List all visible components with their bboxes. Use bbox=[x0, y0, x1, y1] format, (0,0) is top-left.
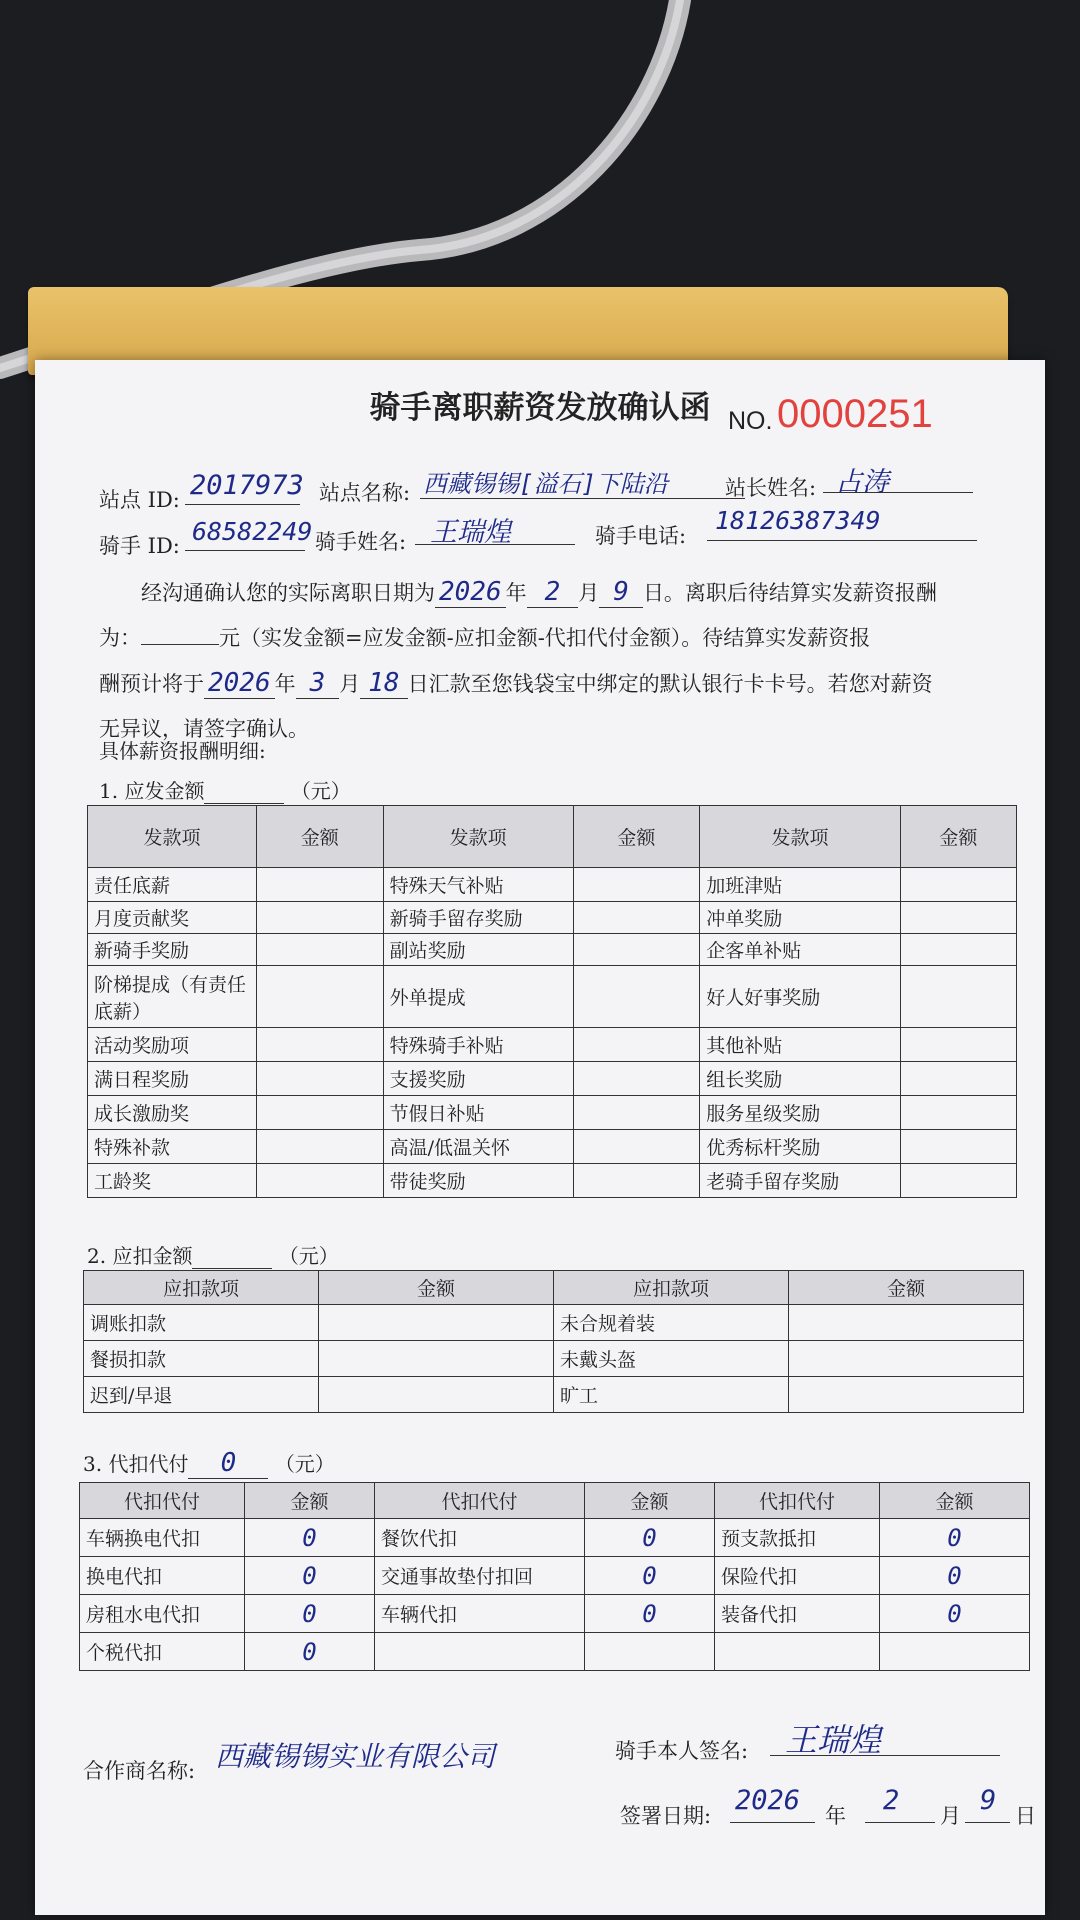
deduction-header-2: 应扣款项 bbox=[554, 1271, 789, 1305]
income-item: 冲单奖励 bbox=[700, 902, 901, 934]
income-amount-cell bbox=[256, 1096, 383, 1130]
station-manager-value: 占涛 bbox=[835, 467, 889, 498]
section3-total: 0 bbox=[188, 1448, 268, 1479]
pay-day: 18 bbox=[360, 668, 407, 699]
income-row bbox=[88, 1130, 1017, 1164]
deduction-item: 调账扣款 bbox=[84, 1305, 319, 1341]
income-item: 特殊补款 bbox=[88, 1130, 257, 1164]
sign-date-label: 签署日期: bbox=[620, 1804, 712, 1828]
rider-id-line bbox=[185, 550, 305, 551]
partner-signature: 西藏锡锡实业有限公司 bbox=[215, 1740, 496, 1773]
rider-phone-line bbox=[707, 540, 977, 541]
withholding-amount-cell bbox=[245, 1595, 375, 1633]
paragraph-line-4: 无异议，请签字确认。 bbox=[99, 717, 309, 741]
withholding-header-1: 金额 bbox=[245, 1483, 375, 1519]
income-amount-cell bbox=[900, 1130, 1016, 1164]
withholding-amount: 0 bbox=[642, 1561, 657, 1590]
withholding-amount-cell bbox=[585, 1519, 715, 1557]
income-header-2: 发款项 bbox=[383, 806, 573, 868]
income-row bbox=[88, 966, 1017, 1028]
rider-id-label: 骑手 ID: bbox=[99, 534, 180, 558]
station-name-line bbox=[420, 498, 745, 499]
sign-month: 2 bbox=[883, 1785, 900, 1816]
income-item: 责任底薪 bbox=[88, 868, 257, 902]
income-amount-cell bbox=[256, 934, 383, 966]
withholding-row bbox=[80, 1557, 1030, 1595]
withholding-header-2: 代扣代付 bbox=[375, 1483, 585, 1519]
income-amount-cell bbox=[573, 1130, 700, 1164]
income-row bbox=[88, 1062, 1017, 1096]
rider-id-value: 68582249 bbox=[192, 517, 313, 546]
income-amount-cell bbox=[573, 1096, 700, 1130]
section2-label: 2. 应扣金额 （元） bbox=[87, 1244, 339, 1268]
document-page bbox=[35, 360, 1045, 1915]
income-amount-cell bbox=[256, 966, 383, 1028]
income-amount-cell bbox=[256, 1028, 383, 1062]
withholding-header-5: 金额 bbox=[880, 1483, 1030, 1519]
income-table bbox=[87, 805, 1017, 1198]
rider-name-value: 王瑞煌 bbox=[430, 517, 511, 548]
income-amount-cell bbox=[900, 1062, 1016, 1096]
deduction-item: 旷工 bbox=[554, 1377, 789, 1413]
withholding-item: 保险代扣 bbox=[715, 1557, 880, 1595]
deduction-header-3: 金额 bbox=[789, 1271, 1024, 1305]
income-amount-cell bbox=[900, 966, 1016, 1028]
deduction-amount-cell bbox=[789, 1377, 1024, 1413]
rider-signature: 王瑞煌 bbox=[785, 1721, 882, 1759]
income-item: 成长激励奖 bbox=[88, 1096, 257, 1130]
sign-month-line bbox=[865, 1822, 935, 1823]
pay-month: 3 bbox=[296, 668, 340, 699]
withholding-amount-cell bbox=[585, 1633, 715, 1671]
withholding-header-3: 金额 bbox=[585, 1483, 715, 1519]
income-amount-cell bbox=[900, 1164, 1016, 1198]
rider-name-line bbox=[415, 544, 575, 545]
income-item: 组长奖励 bbox=[700, 1062, 901, 1096]
income-amount-cell bbox=[573, 934, 700, 966]
withholding-amount: 0 bbox=[302, 1561, 317, 1590]
station-id-value: 2017973 bbox=[190, 470, 304, 501]
leave-year: 2026 bbox=[435, 577, 506, 608]
withholding-item: 房租水电代扣 bbox=[80, 1595, 245, 1633]
withholding-item: 装备代扣 bbox=[715, 1595, 880, 1633]
income-amount-cell bbox=[573, 1028, 700, 1062]
deduction-amount-cell bbox=[319, 1377, 554, 1413]
income-amount-cell bbox=[256, 1062, 383, 1096]
withholding-amount-cell bbox=[245, 1519, 375, 1557]
income-header-4: 发款项 bbox=[700, 806, 901, 868]
pay-year: 2026 bbox=[204, 668, 275, 699]
sign-day-unit: 日 bbox=[1015, 1804, 1036, 1828]
withholding-item: 交通事故垫付扣回 bbox=[375, 1557, 585, 1595]
income-item: 特殊天气补贴 bbox=[383, 868, 573, 902]
income-row bbox=[88, 868, 1017, 902]
withholding-amount: 0 bbox=[302, 1637, 317, 1666]
income-row bbox=[88, 902, 1017, 934]
paragraph-line-2: 为： 元（实发金额=应发金额-应扣金额-代扣代付金额）。待结算实发薪资报 bbox=[99, 626, 871, 650]
withholding-amount: 0 bbox=[302, 1523, 317, 1552]
deduction-table bbox=[83, 1270, 1024, 1413]
income-item: 其他补贴 bbox=[700, 1028, 901, 1062]
sign-month-unit: 月 bbox=[940, 1804, 961, 1828]
withholding-item: 餐饮代扣 bbox=[375, 1519, 585, 1557]
income-amount-cell bbox=[573, 868, 700, 902]
deduction-item: 餐损扣款 bbox=[84, 1341, 319, 1377]
withholding-amount: 0 bbox=[947, 1523, 962, 1552]
deduction-row bbox=[84, 1377, 1024, 1413]
sign-year: 2026 bbox=[735, 1785, 801, 1816]
withholding-item: 预支款抵扣 bbox=[715, 1519, 880, 1557]
income-item: 老骑手留存奖励 bbox=[700, 1164, 901, 1198]
deduction-row bbox=[84, 1305, 1024, 1341]
withholding-header-4: 代扣代付 bbox=[715, 1483, 880, 1519]
withholding-amount-cell bbox=[880, 1633, 1030, 1671]
sign-year-line bbox=[730, 1822, 815, 1823]
withholding-item bbox=[375, 1633, 585, 1671]
section2-total-blank bbox=[192, 1244, 272, 1269]
income-item: 节假日补贴 bbox=[383, 1096, 573, 1130]
withholding-amount-cell bbox=[245, 1633, 375, 1671]
sign-year-unit: 年 bbox=[825, 1804, 846, 1828]
withholding-item: 个税代扣 bbox=[80, 1633, 245, 1671]
withholding-amount-cell bbox=[880, 1557, 1030, 1595]
income-item: 新骑手奖励 bbox=[88, 934, 257, 966]
deduction-amount-cell bbox=[789, 1341, 1024, 1377]
withholding-amount-cell bbox=[585, 1595, 715, 1633]
deduction-row bbox=[84, 1341, 1024, 1377]
rider-name-label: 骑手姓名: bbox=[315, 530, 407, 554]
withholding-item: 车辆代扣 bbox=[375, 1595, 585, 1633]
partner-label: 合作商名称: bbox=[83, 1759, 196, 1783]
rider-sign-line bbox=[770, 1755, 1000, 1756]
income-row bbox=[88, 934, 1017, 966]
withholding-amount-cell bbox=[880, 1595, 1030, 1633]
income-item: 月度贡献奖 bbox=[88, 902, 257, 934]
section1-label: 1. 应发金额 （元） bbox=[99, 779, 351, 803]
income-amount-cell bbox=[573, 902, 700, 934]
deduction-item: 迟到/早退 bbox=[84, 1377, 319, 1413]
income-amount-cell bbox=[900, 1096, 1016, 1130]
section3-label: 3. 代扣代付 0 （元） bbox=[83, 1448, 335, 1478]
withholding-amount-cell bbox=[585, 1557, 715, 1595]
income-item: 高温/低温关怀 bbox=[383, 1130, 573, 1164]
income-item: 支援奖励 bbox=[383, 1062, 573, 1096]
income-item: 外单提成 bbox=[383, 966, 573, 1028]
income-amount-cell bbox=[256, 902, 383, 934]
deduction-item: 未戴头盔 bbox=[554, 1341, 789, 1377]
sign-day-line bbox=[965, 1822, 1010, 1823]
withholding-row bbox=[80, 1595, 1030, 1633]
income-item: 服务星级奖励 bbox=[700, 1096, 901, 1130]
income-header-5: 金额 bbox=[900, 806, 1016, 868]
net-amount-blank bbox=[141, 644, 219, 645]
income-item: 特殊骑手补贴 bbox=[383, 1028, 573, 1062]
withholding-amount: 0 bbox=[947, 1599, 962, 1628]
income-item: 工龄奖 bbox=[88, 1164, 257, 1198]
deduction-item: 未合规着装 bbox=[554, 1305, 789, 1341]
income-amount-cell bbox=[256, 1130, 383, 1164]
confirmation-paragraph bbox=[99, 570, 999, 752]
withholding-table bbox=[79, 1482, 1030, 1671]
rider-phone-label: 骑手电话: bbox=[595, 524, 687, 548]
income-item: 阶梯提成（有责任底薪） bbox=[88, 966, 257, 1028]
income-row bbox=[88, 1096, 1017, 1130]
income-item: 带徒奖励 bbox=[383, 1164, 573, 1198]
income-row bbox=[88, 1028, 1017, 1062]
withholding-item: 换电代扣 bbox=[80, 1557, 245, 1595]
income-amount-cell bbox=[573, 1164, 700, 1198]
deduction-header-0: 应扣款项 bbox=[84, 1271, 319, 1305]
section1-total-blank bbox=[204, 779, 284, 804]
deduction-amount-cell bbox=[789, 1305, 1024, 1341]
leave-month: 2 bbox=[527, 577, 579, 608]
income-item: 新骑手留存奖励 bbox=[383, 902, 573, 934]
income-row bbox=[88, 1164, 1017, 1198]
income-item: 活动奖励项 bbox=[88, 1028, 257, 1062]
income-amount-cell bbox=[573, 1062, 700, 1096]
income-header-0: 发款项 bbox=[88, 806, 257, 868]
withholding-item bbox=[715, 1633, 880, 1671]
income-amount-cell bbox=[900, 868, 1016, 902]
station-name-value: 西藏锡锡[溢石]下陆沿 bbox=[423, 470, 668, 498]
income-amount-cell bbox=[256, 868, 383, 902]
withholding-amount: 0 bbox=[642, 1599, 657, 1628]
income-header-3: 金额 bbox=[573, 806, 700, 868]
station-id-line bbox=[185, 504, 300, 505]
leave-day: 9 bbox=[599, 577, 643, 608]
withholding-amount-cell bbox=[245, 1557, 375, 1595]
rider-phone-value: 18126387349 bbox=[715, 506, 881, 535]
station-manager-label: 站长姓名: bbox=[725, 476, 817, 500]
withholding-header-0: 代扣代付 bbox=[80, 1483, 245, 1519]
income-amount-cell bbox=[900, 1028, 1016, 1062]
income-item: 企客单补贴 bbox=[700, 934, 901, 966]
deduction-header-1: 金额 bbox=[319, 1271, 554, 1305]
station-id-label: 站点 ID: bbox=[99, 488, 180, 512]
station-name-label: 站点名称: bbox=[319, 481, 411, 505]
withholding-amount: 0 bbox=[302, 1599, 317, 1628]
income-item: 加班津贴 bbox=[700, 868, 901, 902]
withholding-amount-cell bbox=[880, 1519, 1030, 1557]
serial-number: 0000251 bbox=[777, 392, 933, 436]
station-manager-line bbox=[823, 492, 973, 493]
income-amount-cell bbox=[900, 934, 1016, 966]
withholding-item: 车辆换电代扣 bbox=[80, 1519, 245, 1557]
income-item: 满日程奖励 bbox=[88, 1062, 257, 1096]
detail-heading: 具体薪资报酬明细: bbox=[99, 739, 266, 763]
rider-sign-label: 骑手本人签名: bbox=[615, 1739, 749, 1763]
income-amount-cell bbox=[900, 902, 1016, 934]
withholding-row bbox=[80, 1633, 1030, 1671]
document-title: 骑手离职薪资发放确认函 bbox=[369, 390, 711, 426]
income-item: 优秀标杆奖励 bbox=[700, 1130, 901, 1164]
paragraph-line-3: 酬预计将于 2026 年 3 月 18 日汇款至您钱袋宝中绑定的默认银行卡卡号。若您对薪资 bbox=[99, 668, 933, 698]
sign-day: 9 bbox=[980, 1785, 997, 1816]
income-amount-cell bbox=[573, 966, 700, 1028]
withholding-amount: 0 bbox=[947, 1561, 962, 1590]
income-header-1: 金额 bbox=[256, 806, 383, 868]
withholding-row bbox=[80, 1519, 1030, 1557]
paragraph-line-1: 经沟通确认您的实际离职日期为 2026 年 2 月 9 日。离职后待结算实发薪资报酬 bbox=[141, 577, 937, 607]
income-item: 副站奖励 bbox=[383, 934, 573, 966]
income-item: 好人好事奖励 bbox=[700, 966, 901, 1028]
deduction-amount-cell bbox=[319, 1305, 554, 1341]
income-amount-cell bbox=[256, 1164, 383, 1198]
serial-label: NO. bbox=[728, 407, 773, 435]
withholding-amount: 0 bbox=[642, 1523, 657, 1552]
deduction-amount-cell bbox=[319, 1341, 554, 1377]
